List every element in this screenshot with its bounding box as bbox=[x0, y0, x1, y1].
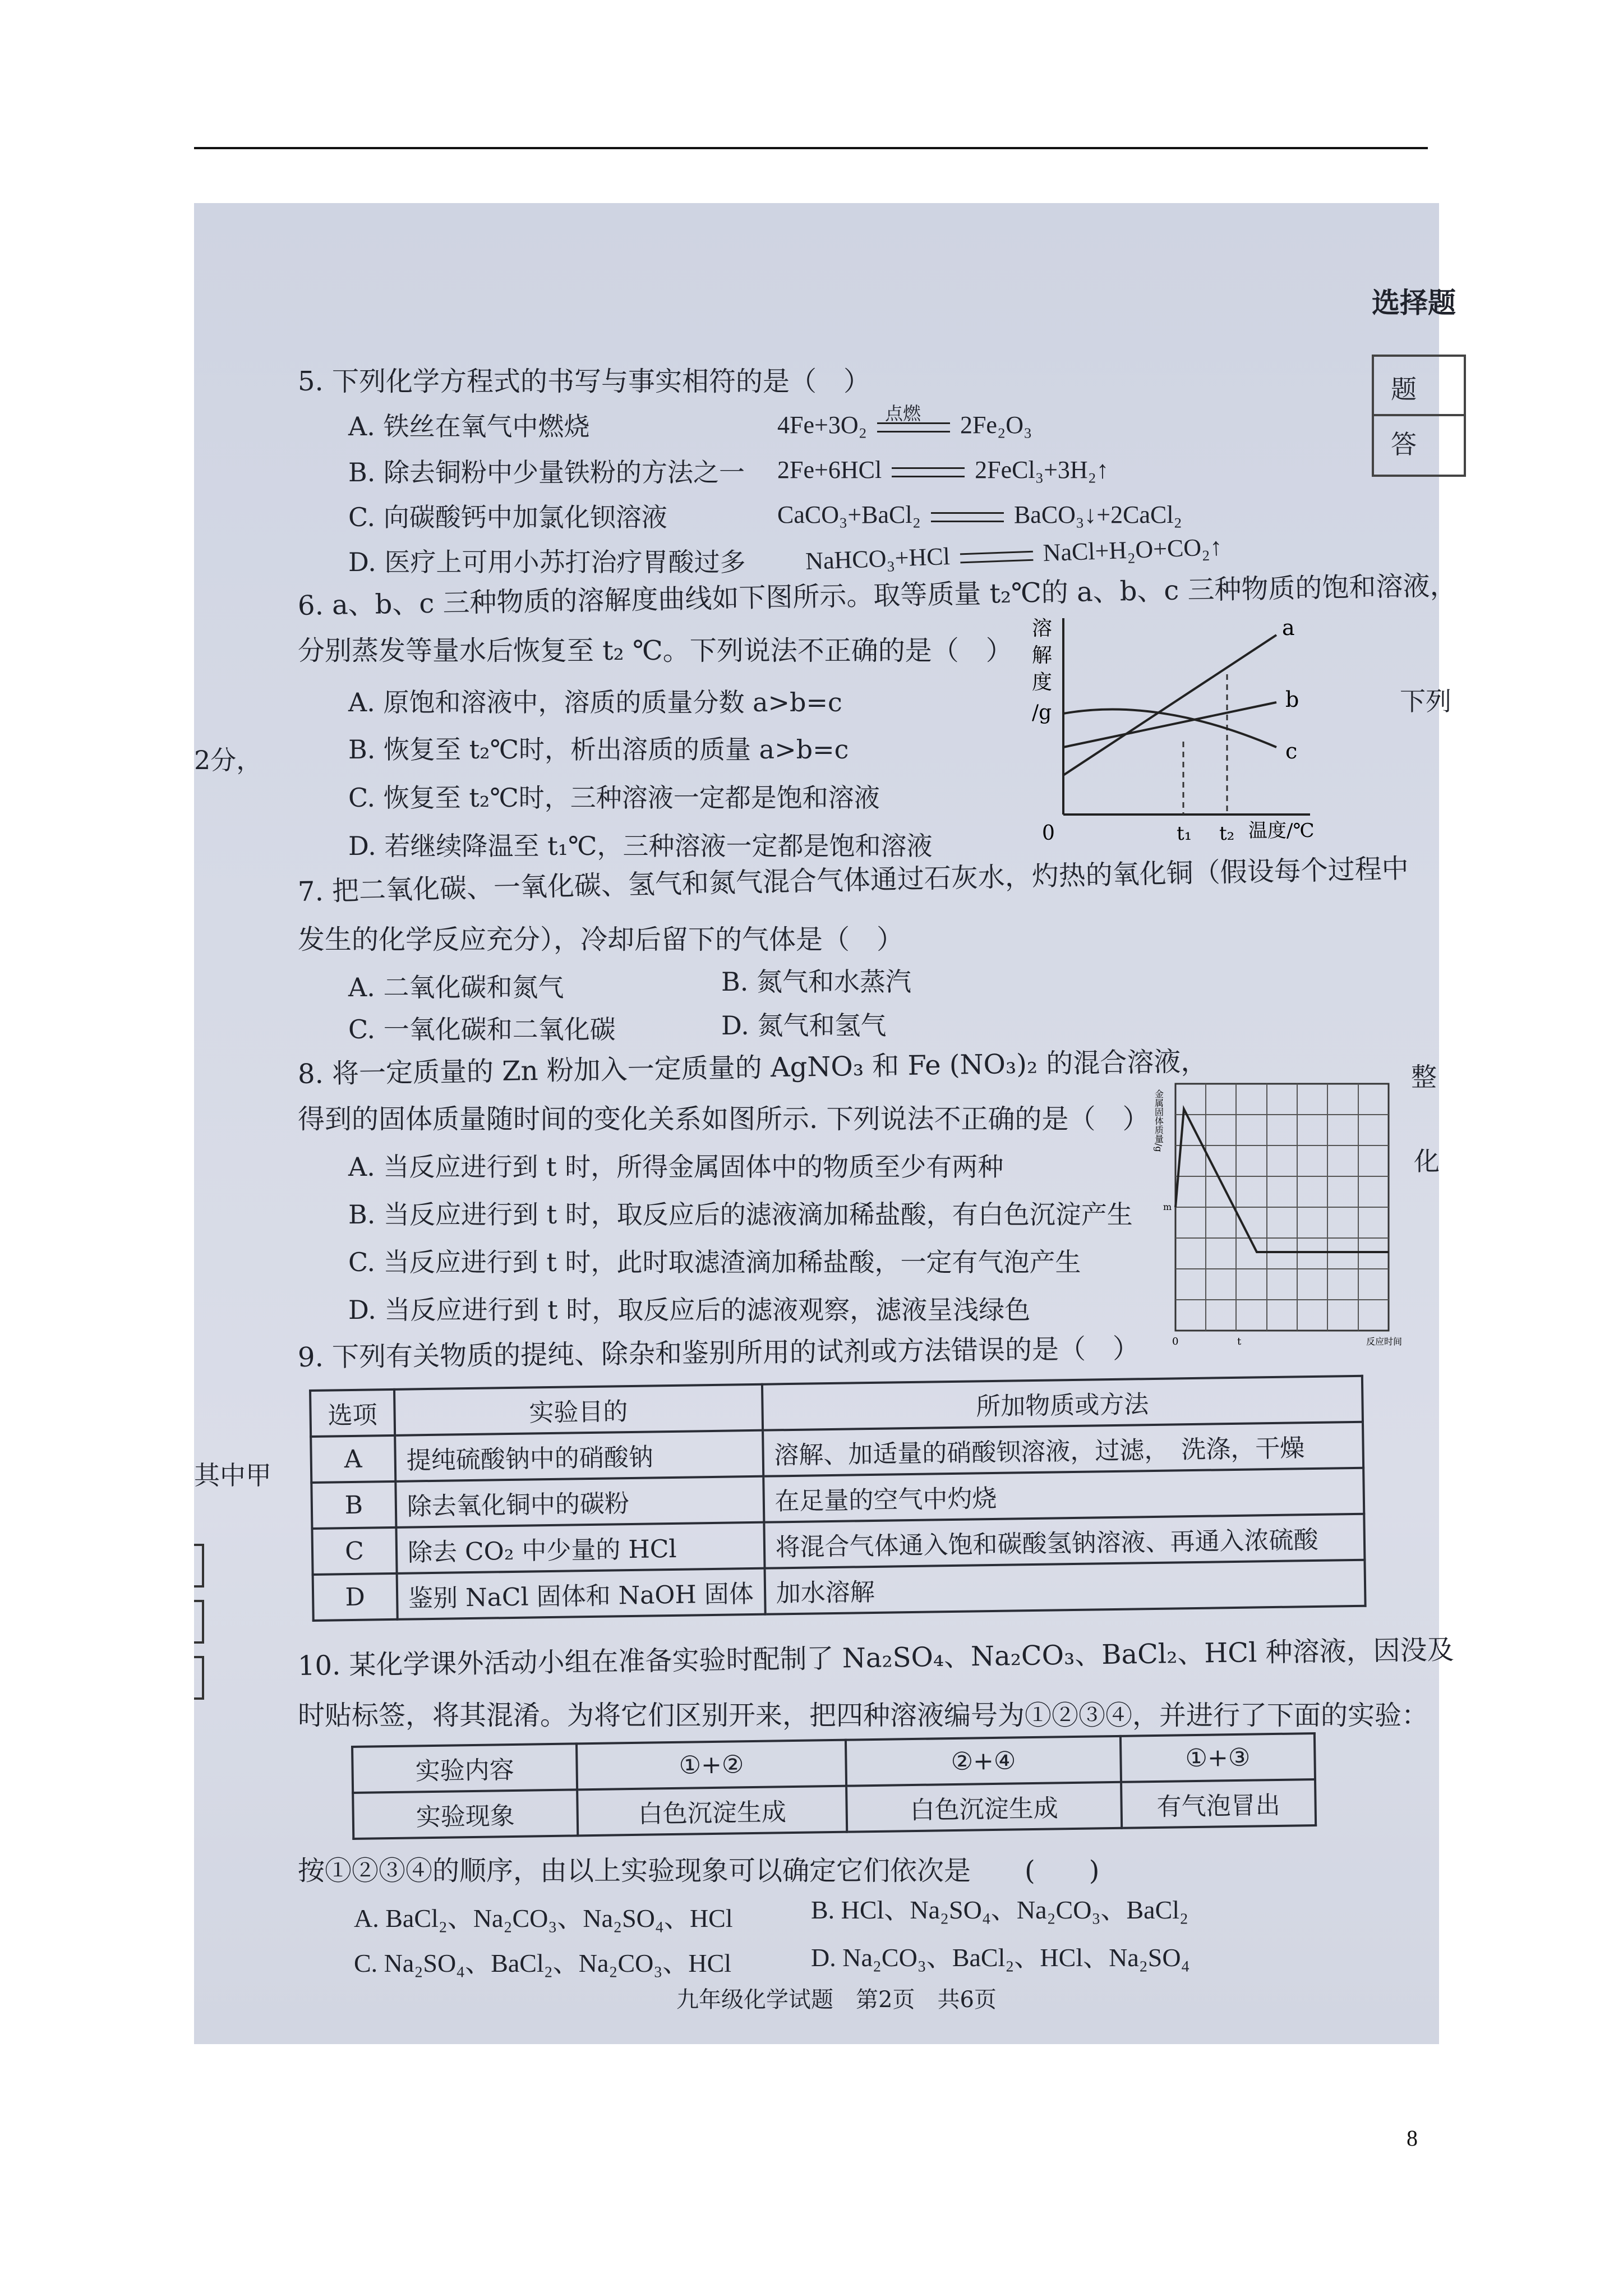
q9-header-method: 所加物质或方法 bbox=[762, 1376, 1363, 1430]
q8-stem-1: 8. 将一定质量的 Zn 粉加入一定质量的 AgNO₃ 和 Fe (NO₃)₂ 的混合溶液， bbox=[297, 1046, 1208, 1090]
q7-option-c: C. 一氧化碳和二氧化碳 bbox=[348, 1014, 616, 1045]
q5-c-arrow bbox=[931, 512, 1004, 522]
q9-row-d-method: 加水溶解 bbox=[764, 1560, 1365, 1614]
q5-a-condition: 点燃 bbox=[884, 403, 921, 424]
q10-option-b: B. HCl、Na₂SO₄、Na₂CO₃、BaCl₂ bbox=[811, 1895, 1189, 1924]
left-margin-bracket-2 bbox=[194, 1600, 204, 1644]
q8-option-d: D. 当反应进行到 t 时，取反应后的滤液观察，滤液呈浅绿色 bbox=[348, 1295, 1031, 1325]
q10-phenomenon-label: 实验现象 bbox=[353, 1789, 578, 1839]
q9-row-a-option: A bbox=[311, 1435, 395, 1483]
q8-option-b: B. 当反应进行到 t 时，取反应后的滤液滴加稀盐酸，有白色沉淀产生 bbox=[348, 1199, 1133, 1230]
q6-ylabel-3: 度 bbox=[1032, 671, 1053, 694]
left-margin-text-1: 2分， bbox=[194, 745, 262, 775]
q5-d-rhs: NaCl+H₂O+CO₂↑ bbox=[1042, 533, 1223, 567]
q6-curve-a bbox=[1063, 635, 1276, 775]
q6-label-c: c bbox=[1285, 739, 1298, 763]
q6-tick-t2: t₂ bbox=[1219, 822, 1235, 845]
q5-option-a: A. 铁丝在氧气中燃烧 bbox=[348, 411, 590, 441]
left-margin-bracket-3 bbox=[194, 1656, 204, 1700]
q10-ask: 按①②③④的顺序，由以上实验现象可以确定它们依次是 ( ) bbox=[298, 1855, 1100, 1887]
q6-label-a: a bbox=[1282, 615, 1295, 640]
q6-stem-2: 分别蒸发等量水后恢复至 t₂ ℃。下列说法不正确的是（ ） bbox=[298, 635, 1013, 666]
q6-solubility-chart bbox=[1030, 613, 1344, 848]
q5-d-arrow bbox=[960, 551, 1034, 564]
q7-option-b: B. 氮气和水蒸汽 bbox=[721, 967, 912, 997]
exam-footer: 九年级化学试题 第2页 共6页 bbox=[676, 1987, 997, 2013]
q5-equation-b bbox=[777, 455, 1109, 484]
q6-option-d: D. 若继续降温至 t₁℃，三种溶液一定都是饱和溶液 bbox=[348, 831, 933, 861]
q9-row-d-option: D bbox=[313, 1573, 398, 1621]
q10-phenomenon-13: 有气泡冒出 bbox=[1121, 1779, 1316, 1828]
q6-option-b: B. 恢复至 t₂℃时，析出溶质的质量 a>b=c bbox=[348, 734, 849, 765]
q6-ylabel-1: 溶 bbox=[1032, 617, 1053, 640]
q10-option-a: A. BaCl₂、Na₂CO₃、Na₂SO₄、HCl bbox=[354, 1904, 733, 1932]
q8-mass-time-chart bbox=[1153, 1067, 1417, 1364]
q9-row-a-purpose: 提纯硫酸钠中的硝酸钠 bbox=[395, 1430, 763, 1481]
q10-stem-1: 10. 某化学课外活动小组在准备实验时配制了 Na₂SO₄、Na₂CO₃、BaCl₂、HCl 种溶液，因没及 bbox=[297, 1634, 1454, 1682]
q10-phenomenon-12: 白色沉淀生成 bbox=[577, 1786, 847, 1836]
right-margin-text-2: 整 bbox=[1411, 1062, 1437, 1092]
q8-ylabel: 金属固体质量/g bbox=[1153, 1089, 1164, 1152]
q8-mass-curve bbox=[1175, 1109, 1389, 1252]
page-number: 8 bbox=[1407, 2125, 1418, 2151]
right-margin-box bbox=[1372, 355, 1466, 477]
q8-option-a: A. 当反应进行到 t 时，所得金属固体中的物质至少有两种 bbox=[348, 1152, 1004, 1182]
left-margin-text-2: 其中甲 bbox=[194, 1460, 271, 1490]
q5-b-arrow bbox=[892, 467, 965, 477]
q6-xlabel: 温度/℃ bbox=[1248, 820, 1315, 842]
q9-header-purpose: 实验目的 bbox=[394, 1384, 763, 1435]
right-margin-text-1: 下列 bbox=[1400, 686, 1451, 716]
q6-origin: 0 bbox=[1042, 822, 1055, 845]
q6-ylabel-4: /g bbox=[1032, 701, 1052, 724]
q10-content-label: 实验内容 bbox=[352, 1743, 577, 1793]
q9-row-b-method: 在足量的空气中灼烧 bbox=[763, 1468, 1364, 1522]
q9-row-a-method: 溶解、加适量的硝酸钡溶液，过滤， 洗涤，干燥 bbox=[763, 1422, 1363, 1476]
q7-option-a: A. 二氧化碳和氮气 bbox=[348, 972, 564, 1002]
q7-stem-1: 7. 把二氧化碳、一氧化碳、氢气和氮气混合气体通过石灰水，灼热的氧化铜（假设每个过程中 bbox=[297, 853, 1409, 908]
q5-c-lhs: CaCO₃+BaCl₂ bbox=[777, 501, 921, 528]
left-margin-bracket-1 bbox=[194, 1544, 204, 1588]
q7-stem-2: 发生的化学反应充分），冷却后留下的气体是（ ） bbox=[298, 924, 904, 955]
q9-row-c-method: 将混合气体通入饱和碳酸氢钠溶液、再通入浓硫酸 bbox=[764, 1514, 1364, 1568]
q9-row-d-purpose: 鉴别 NaCl 固体和 NaOH 固体 bbox=[397, 1568, 766, 1619]
q9-stem: 9. 下列有关物质的提纯、除杂和鉴别所用的试剂或方法错误的是（ ） bbox=[297, 1333, 1140, 1373]
q5-a-rhs: 2Fe₂O₃ bbox=[960, 411, 1032, 439]
q5-stem: 5. 下列化学方程式的书写与事实相符的是（ ） bbox=[298, 366, 871, 397]
q8-ytick: m bbox=[1163, 1202, 1172, 1212]
q10-phenomenon-24: 白色沉淀生成 bbox=[846, 1782, 1122, 1832]
q8-origin: 0 bbox=[1172, 1336, 1179, 1347]
q10-content-13: ①+③ bbox=[1121, 1733, 1315, 1782]
q9-header-option: 选项 bbox=[310, 1389, 395, 1437]
q9-table bbox=[309, 1375, 1367, 1622]
q9-row-c-option: C bbox=[312, 1527, 396, 1575]
q5-equation-d bbox=[805, 532, 1223, 576]
q9-row-c-purpose: 除去 CO₂ 中少量的 HCl bbox=[396, 1522, 764, 1573]
q6-ylabel-2: 解 bbox=[1032, 644, 1053, 667]
top-rule bbox=[194, 147, 1428, 149]
q5-option-b: B. 除去铜粉中少量铁粉的方法之一 bbox=[348, 457, 745, 487]
q5-a-arrow bbox=[877, 403, 950, 432]
q8-tick-t: t bbox=[1237, 1336, 1242, 1347]
q5-b-rhs: 2FeCl₃+3H₂↑ bbox=[975, 456, 1109, 484]
right-margin-title: 选择题 bbox=[1372, 286, 1456, 319]
q10-option-c: C. Na₂SO₄、BaCl₂、Na₂CO₃、HCl bbox=[354, 1949, 732, 1977]
q5-equation-a bbox=[777, 403, 1032, 439]
q5-equation-c bbox=[777, 500, 1182, 529]
q6-stem-1: 6. a、b、c 三种物质的溶解度曲线如下图所示。取等质量 t₂℃的 a、b、c 三种物质的饱和溶液， bbox=[297, 569, 1457, 622]
q5-a-lhs: 4Fe+3O₂ bbox=[777, 411, 867, 439]
q6-tick-t1: t₁ bbox=[1177, 822, 1192, 845]
q10-content-12: ①+② bbox=[577, 1740, 846, 1790]
q8-stem-2: 得到的固体质量随时间的变化关系如图所示. 下列说法不正确的是（ ） bbox=[298, 1103, 1150, 1135]
q6-option-c: C. 恢复至 t₂℃时，三种溶液一定都是饱和溶液 bbox=[348, 783, 880, 813]
q5-d-lhs: NaHCO₃+HCl bbox=[805, 542, 951, 575]
q8-option-c: C. 当反应进行到 t 时，此时取滤渣滴加稀盐酸，一定有气泡产生 bbox=[348, 1247, 1081, 1277]
q10-content-24: ②+④ bbox=[846, 1736, 1121, 1786]
q8-xlabel: 反应时间 bbox=[1366, 1336, 1403, 1347]
right-margin-row2: 答 bbox=[1391, 429, 1417, 459]
q6-option-a: A. 原饱和溶液中，溶质的质量分数 a>b=c bbox=[348, 687, 842, 717]
q6-label-b: b bbox=[1285, 687, 1299, 712]
q10-stem-2: 时贴标签，将其混淆。为将它们区别开来，把四种溶液编号为①②③④，并进行了下面的实验： bbox=[298, 1700, 1429, 1731]
right-margin-text-3: 化 bbox=[1414, 1146, 1440, 1176]
q9-row-b-purpose: 除去氧化铜中的碳粉 bbox=[395, 1476, 764, 1527]
q5-option-d: D. 医疗上可用小苏打治疗胃酸过多 bbox=[348, 547, 746, 577]
right-margin-row1: 题 bbox=[1391, 374, 1417, 404]
q9-row-b-option: B bbox=[311, 1481, 396, 1529]
q10-table bbox=[351, 1732, 1317, 1840]
q8-grid bbox=[1175, 1084, 1389, 1331]
exam-photo bbox=[194, 203, 1457, 2044]
q5-c-rhs: BaCO₃↓+2CaCl₂ bbox=[1013, 501, 1182, 528]
q5-b-lhs: 2Fe+6HCl bbox=[777, 456, 882, 484]
q5-option-c: C. 向碳酸钙中加氯化钡溶液 bbox=[348, 502, 667, 532]
q7-option-d: D. 氮气和氢气 bbox=[721, 1010, 887, 1041]
q10-option-d: D. Na₂CO₃、BaCl₂、HCl、Na₂SO₄ bbox=[811, 1943, 1190, 1972]
